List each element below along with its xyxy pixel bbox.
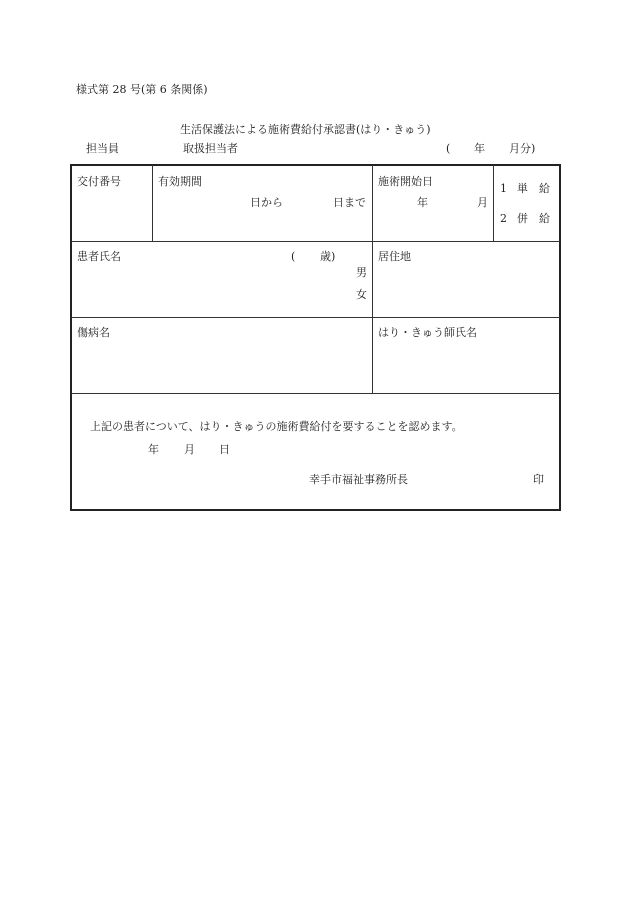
- row-divider-2: [71, 317, 560, 318]
- treatment-start-label: 施術開始日: [378, 175, 433, 188]
- seal-mark: 印: [533, 473, 544, 486]
- option-single-benefit: 単 給: [517, 182, 550, 195]
- patient-name-label: 患者氏名: [77, 250, 121, 263]
- sex-male-label: 男: [356, 266, 367, 279]
- residence-label: 居住地: [378, 250, 411, 263]
- approval-date-year: 年: [148, 443, 159, 456]
- col-divider-main: [372, 165, 373, 393]
- approval-form-table: [70, 164, 561, 511]
- office-director-name: 幸手市福祉事務所長: [309, 473, 408, 486]
- issue-number-label: 交付番号: [77, 175, 121, 188]
- validity-until-label: 日まで: [333, 196, 366, 209]
- option-2-number: 2: [500, 212, 507, 225]
- age-label: 歳): [320, 250, 336, 263]
- start-month-label: 月: [477, 196, 488, 209]
- approval-date-day: 日: [219, 443, 230, 456]
- approval-statement: 上記の患者について、はり・きゅうの施術費給付を要することを認めます。: [90, 420, 463, 433]
- form-title: 生活保護法による施術費給付承認書(はり・きゅう): [180, 123, 431, 136]
- row-divider-3: [71, 393, 560, 394]
- practitioner-name-label: はり・きゅう師氏名: [378, 326, 477, 339]
- start-year-label: 年: [417, 196, 428, 209]
- age-open-paren: (: [291, 250, 296, 263]
- disease-name-label: 傷病名: [77, 326, 110, 339]
- approval-date-month: 月: [184, 443, 195, 456]
- handler-label: 取扱担当者: [183, 142, 238, 155]
- sex-female-label: 女: [356, 288, 367, 301]
- col-divider-options: [493, 165, 494, 241]
- period-year-label: 年: [474, 142, 485, 155]
- option-1-number: 1: [500, 182, 507, 195]
- col-divider-validity: [152, 165, 153, 241]
- row-divider-1: [71, 241, 560, 242]
- form-number: 様式第 28 号(第 6 条関係): [76, 83, 208, 96]
- period-month-label: 月分): [509, 142, 536, 155]
- period-open-paren: (: [446, 142, 451, 155]
- validity-period-label: 有効期間: [158, 175, 202, 188]
- option-combined-benefit: 併 給: [517, 212, 550, 225]
- validity-from-label: 日から: [250, 196, 283, 209]
- staff-label: 担当員: [86, 142, 119, 155]
